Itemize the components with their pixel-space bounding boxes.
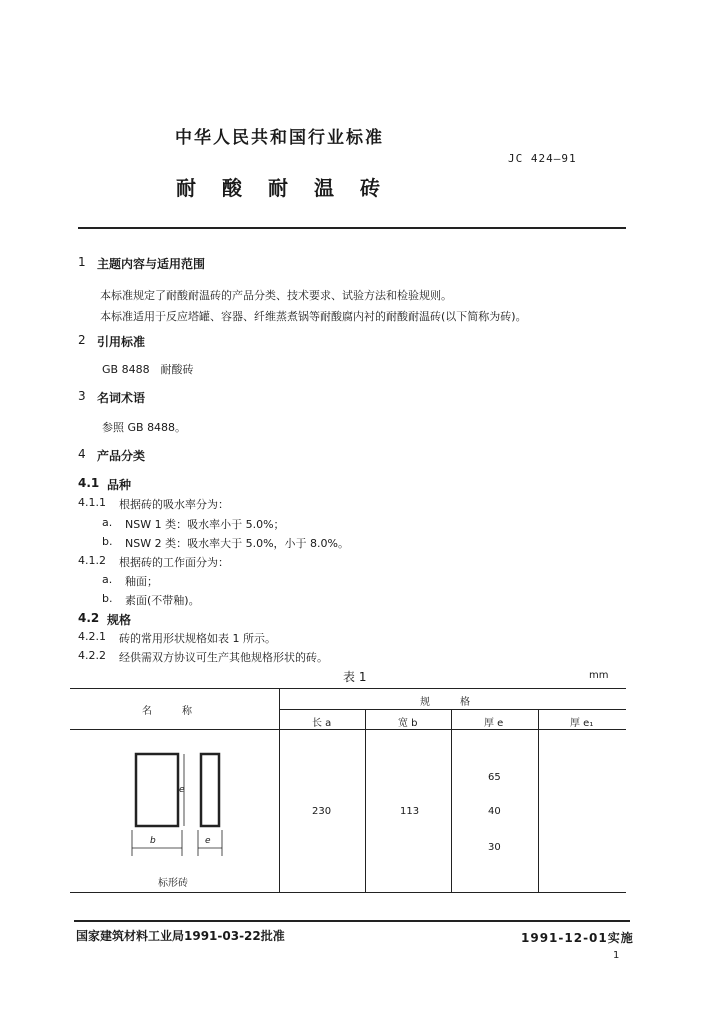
- table-col-divider-thick: [538, 709, 539, 892]
- table-subheader-width: 宽 b: [398, 718, 418, 729]
- section-1-paragraph-1: 本标准规定了耐酸耐温砖的产品分类、技术要求、试验方法和检验规则。: [100, 289, 452, 302]
- table-cell-width: 113: [400, 806, 420, 817]
- section-4-2-1-text: 砖的常用形状规格如表 1 所示。: [119, 632, 276, 645]
- table-subheader-thick-1: 厚 e₁: [570, 718, 594, 729]
- section-4-1-2-number: 4.1.2: [78, 554, 106, 567]
- section-4-1-2-text: 根据砖的工作面分为：: [119, 556, 229, 569]
- table-top-border: [70, 688, 626, 689]
- standard-category-title: 中华人民共和国行业标准: [175, 128, 384, 148]
- section-1-title: 主题内容与适用范围: [97, 257, 206, 271]
- section-1-number: 1: [78, 255, 86, 269]
- table-row-name: 标形砖: [158, 878, 188, 889]
- section-4-1-1-a-text: NSW 1 类：吸水率小于 5.0%；: [125, 518, 285, 531]
- table-unit: mm: [589, 670, 609, 681]
- header-divider: [78, 227, 626, 229]
- table-caption: 表 1: [343, 670, 367, 684]
- table-spec-subheader-line: [279, 709, 626, 710]
- section-4-1-1-b-text: NSW 2 类：吸水率大于 5.0%，小于 8.0%。: [125, 537, 349, 550]
- table-cell-thickness-2: 40: [488, 806, 501, 817]
- table-subheader-thick: 厚 e: [484, 718, 504, 729]
- implementation-date: 1991-12-01实施: [521, 931, 634, 945]
- standard-brick-diagram: [120, 744, 230, 864]
- section-4-1-1-number: 4.1.1: [78, 496, 106, 509]
- section-4-1-1-a-label: a.: [102, 516, 113, 529]
- table-col-divider-name: [279, 688, 280, 892]
- section-4-1-2-b-label: b.: [102, 592, 113, 605]
- section-3-title: 名词术语: [97, 391, 146, 405]
- section-4-number: 4: [78, 447, 86, 461]
- section-2-number: 2: [78, 333, 86, 347]
- page-number: 1: [613, 950, 620, 961]
- section-4-1-1-b-label: b.: [102, 535, 113, 548]
- section-2-title: 引用标准: [97, 335, 146, 349]
- table-cell-thickness-3: 30: [488, 842, 501, 853]
- standard-number: JC 424—91: [508, 152, 577, 165]
- table-col-divider-width: [451, 709, 452, 892]
- diagram-label-e-side: e: [205, 836, 211, 846]
- section-4-1-2-a-text: 釉面；: [125, 575, 158, 588]
- section-4-2-2-text: 经供需双方协议可生产其他规格形状的砖。: [119, 651, 328, 664]
- section-4-2-number: 4.2: [78, 611, 100, 625]
- section-4-1-2-a-label: a.: [102, 573, 113, 586]
- section-4-2-2-number: 4.2.2: [78, 649, 106, 662]
- section-4-1-number: 4.1: [78, 476, 100, 490]
- section-4-1-title: 品种: [107, 478, 132, 492]
- table-cell-thickness-1: 65: [488, 772, 501, 783]
- footer-divider: [74, 920, 630, 922]
- table-bottom-border: [70, 892, 626, 893]
- section-2-paragraph-1: GB 8488 耐酸砖: [102, 363, 194, 376]
- diagram-label-e-vertical: e: [179, 785, 185, 795]
- section-3-number: 3: [78, 389, 86, 403]
- table-header-spec: 规 格: [420, 697, 470, 708]
- table-cell-length: 230: [312, 806, 332, 817]
- section-4-1-2-b-text: 素面(不带釉)。: [125, 594, 200, 607]
- section-4-2-title: 规格: [107, 613, 132, 627]
- section-1-paragraph-2: 本标准适用于反应塔罐、容器、纤维蒸煮锅等耐酸腐内衬的耐酸耐温砖(以下简称为砖)。: [100, 310, 527, 323]
- approval-line: 国家建筑材料工业局1991-03-22批准: [76, 929, 285, 943]
- section-3-paragraph-1: 参照 GB 8488。: [102, 421, 187, 434]
- section-4-title: 产品分类: [97, 449, 146, 463]
- table-header-name: 名 称: [142, 706, 192, 717]
- table-header-bottom-line: [70, 729, 626, 730]
- table-subheader-length: 长 a: [312, 718, 332, 729]
- diagram-label-b: b: [150, 836, 156, 846]
- section-4-2-1-number: 4.2.1: [78, 630, 106, 643]
- section-4-1-1-text: 根据砖的吸水率分为：: [119, 498, 229, 511]
- document-title: 耐酸耐温砖: [176, 176, 406, 200]
- table-col-divider-length: [365, 709, 366, 892]
